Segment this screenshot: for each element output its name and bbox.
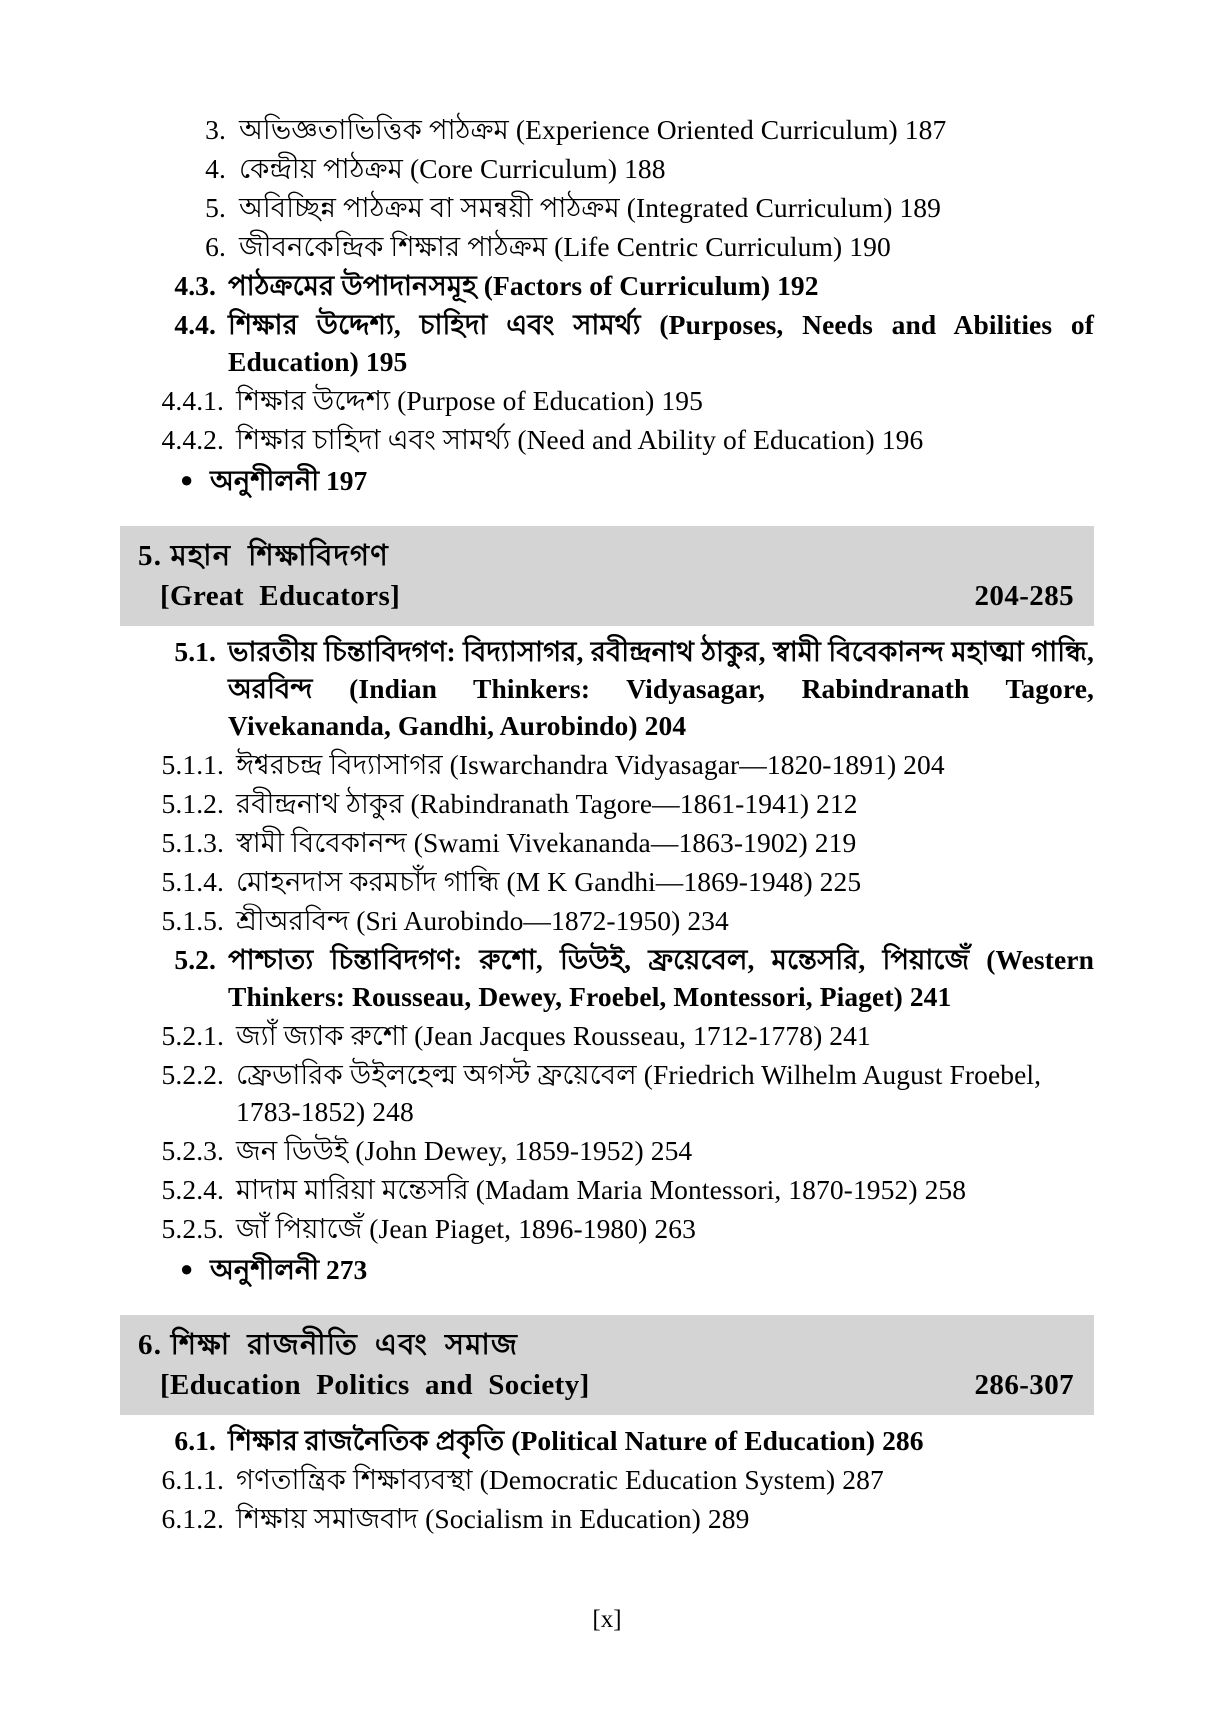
toc-entry-section [120,307,1094,381]
entry-number: 5.2.5. [161,1212,224,1244]
toc-entry [120,190,1094,227]
entry-number: 5.1.3. [161,826,224,858]
entry-number: 4.4. [174,308,216,340]
toc-entry-subsection [120,825,1094,862]
entry-text: মাদাম মারিয়া মন্তেসরি (Madam Maria Montessori, 1870-1952) 258 [236,1173,967,1205]
toc-entry-subsection [120,383,1094,420]
toc-entry-subsection [120,1211,1094,1248]
toc-entry-subsection [120,864,1094,901]
entry-number: 5.1.1. [161,748,224,780]
toc-entry-subsection [120,1057,1094,1131]
toc-entry-section [120,1423,1094,1460]
entry-text: পাঠক্রমের উপাদানসমূহ (Factors of Curriculum) 192 [228,269,819,301]
toc-entry-subsection [120,1133,1094,1170]
entry-text: শ্রীঅরবিন্দ (Sri Aurobindo—1872-1950) 234 [236,904,729,936]
entry-number: 5.2.4. [161,1173,224,1205]
entry-text: গণতান্ত্রিক শিক্ষাব্যবস্থা (Democratic Education System) 287 [236,1463,884,1495]
entry-text: জীবনকেন্দ্রিক শিক্ষার পাঠক্রম (Life Centric Curriculum) 190 [239,230,891,262]
entry-number: 4. [205,152,226,184]
entry-text: শিক্ষার রাজনৈতিক প্রকৃতি (Political Nature of Education) 286 [228,1424,924,1456]
entry-number: 5.1.5. [161,904,224,936]
entry-number: 5.2.3. [161,1134,224,1166]
entry-number: 6.1.1. [161,1463,224,1495]
toc-entry-subsection [120,786,1094,823]
entry-number: 5.2. [174,943,216,975]
entry-number: 4.4.1. [161,384,224,416]
toc-entry-subsection [120,422,1094,459]
chapter-page-range: 286-307 [974,1368,1074,1401]
entry-text: অভিজ্ঞতাভিত্তিক পাঠক্রম (Experience Oriented Curriculum) 187 [239,114,947,145]
toc-entry-section [120,268,1094,305]
entry-text: জ্যাঁ জ্যাক রুশো (Jean Jacques Rousseau, 1712-1778) 241 [236,1019,871,1051]
entry-number: 5. [205,191,226,223]
toc-entry-subsection [120,903,1094,940]
chapter-title-bengali: 5. মহান শিক্ষাবিদগণ [138,539,389,572]
toc-entry-section [120,634,1094,745]
chapter-title-row [138,576,1078,616]
bullet-icon: ● [180,1255,194,1281]
toc-entry-subsection [120,747,1094,784]
entry-text: শিক্ষায় সমাজবাদ (Socialism in Education) 289 [236,1502,750,1534]
entry-text: শিক্ষার চাহিদা এবং সামর্থ্য (Need and Ability of Education) 196 [236,423,924,455]
chapter-title-bengali: 6. শিক্ষা রাজনীতি এবং সমাজ [138,1328,519,1361]
entry-number: 5.1.4. [161,865,224,897]
entry-text: পাশ্চাত্য চিন্তাবিদগণ: রুশো, ডিউই, ফ্রয়েবেল, মন্তেসরি, পিয়াজেঁ (Western Thinkers: Rousseau, Dewey, Froebel, Montessori, Piaget) 241 [228,943,1094,1012]
chapter-page-range: 204-285 [974,579,1074,612]
entry-text: স্বামী বিবেকানন্দ (Swami Vivekananda—1863-1902) 219 [236,826,857,858]
toc-entry [120,151,1094,188]
toc-entry [120,112,1094,149]
toc-entry-subsection [120,1501,1094,1538]
entry-number: 6.1. [174,1424,216,1456]
exercise-label: অনুশীলনী 273 [210,1253,368,1285]
entry-text: শিক্ষার উদ্দেশ্য (Purpose of Education) 195 [236,384,703,416]
toc-entry-subsection [120,1172,1094,1209]
exercise-label: অনুশীলনী 197 [210,464,368,496]
entry-number: 4.3. [174,269,216,301]
chapter-heading-5 [120,526,1094,626]
chapter-title-row [138,1365,1078,1405]
entry-number: 5.2.1. [161,1019,224,1051]
toc-entry-subsection [120,1462,1094,1499]
chapter-heading-6 [120,1315,1094,1415]
entry-number: 5.1. [174,635,216,667]
entry-text: অবিচ্ছিন্ন পাঠক্রম বা সমন্বয়ী পাঠক্রম (Integrated Curriculum) 189 [239,191,942,223]
entry-number: 6.1.2. [161,1502,224,1534]
entry-text: কেন্দ্রীয় পাঠক্রম (Core Curriculum) 188 [239,152,666,184]
entry-number: 3. [205,114,226,145]
exercise-entry [120,463,1094,500]
exercise-entry [120,1252,1094,1289]
entry-number: 5.1.2. [161,787,224,819]
entry-text: ফ্রেডারিক উইলহেল্ম অগস্ট ফ্রয়েবেল (Friedrich Wilhelm August Froebel, 1783-1852) 248 [236,1058,1042,1127]
entry-text: ভারতীয় চিন্তাবিদগণ: বিদ্যাসাগর, রবীন্দ্রনাথ ঠাকুর, স্বামী বিবেকানন্দ মহাত্মা গান্ধি, অরবিন্দ (Indian Thinkers: Vidyasagar, Rabindranath Tagore, Vivekananda, Gandhi, Aurobindo) 204 [228,635,1094,741]
toc-entry-subsection [120,1018,1094,1055]
toc-entry-section [120,942,1094,1016]
entry-number: 4.4.2. [161,423,224,455]
entry-number: 5.2.2. [161,1058,224,1090]
entry-text: শিক্ষার উদ্দেশ্য, চাহিদা এবং সামর্থ্য (Purposes, Needs and Abilities of Education) 195 [228,308,1094,377]
chapter-title-english: [Great Educators] [160,579,401,612]
bullet-icon: ● [180,466,194,492]
toc-entry [120,229,1094,266]
entry-text: জন ডিউই (John Dewey, 1859-1952) 254 [236,1134,693,1166]
entry-text: মোহনদাস করমচাঁদ গান্ধি (M K Gandhi—1869-1948) 225 [236,865,862,897]
entry-number: 6. [205,230,226,262]
page-folio: [x] [592,1606,622,1633]
entry-text: রবীন্দ্রনাথ ঠাকুর (Rabindranath Tagore—1861-1941) 212 [236,787,858,819]
entry-text: জাঁ পিয়াজেঁ (Jean Piaget, 1896-1980) 263 [236,1212,696,1244]
entry-text: ঈশ্বরচন্দ্র বিদ্যাসাগর (Iswarchandra Vidyasagar—1820-1891) 204 [236,748,945,780]
chapter-title-english: [Education Politics and Society] [160,1368,590,1401]
